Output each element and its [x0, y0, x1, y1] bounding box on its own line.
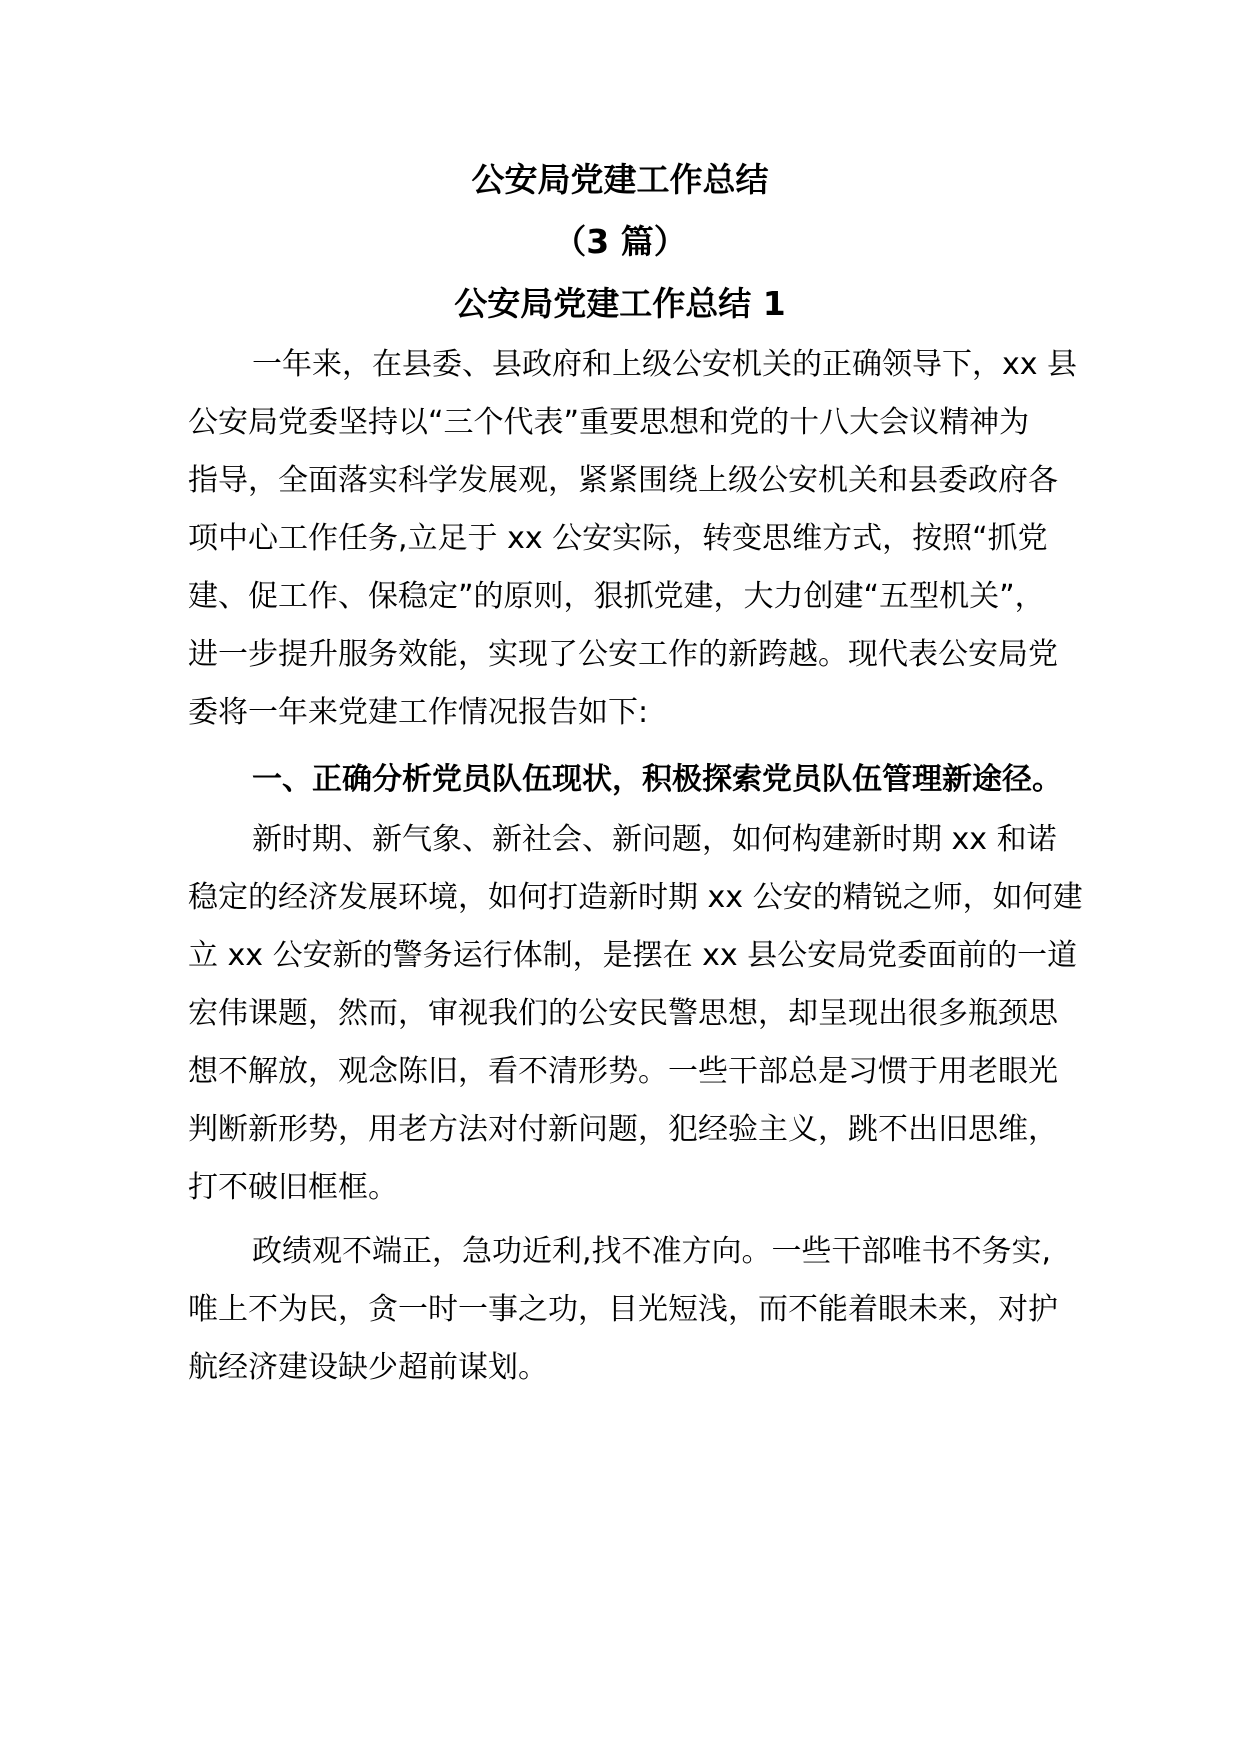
paragraph-3-line-3: 航经济建设缺少超前谋划。 [188, 1350, 548, 1385]
paragraph-1-line-4: 项中心工作任务,立足于 xx 公安实际，转变思维方式，按照“抓党 [188, 521, 1048, 556]
document-subtitle: （3 篇） [553, 222, 687, 261]
paragraph-1-line-1: 一年来，在县委、县政府和上级公安机关的正确领导下，xx 县 [252, 347, 1078, 382]
paragraph-2-line-5: 想不解放，观念陈旧，看不清形势。一些干部总是习惯于用老眼光 [188, 1054, 1058, 1089]
paragraph-2-line-6: 判断新形势，用老方法对付新问题，犯经验主义，跳不出旧思维， [188, 1112, 1058, 1147]
paragraph-2-line-1: 新时期、新气象、新社会、新问题，如何构建新时期 xx 和诺 [252, 822, 1057, 857]
paragraph-2-line-3: 立 xx 公安新的警务运行体制，是摆在 xx 县公安局党委面前的一道 [188, 938, 1078, 973]
paragraph-3-line-2: 唯上不为民，贪一时一事之功，目光短浅，而不能着眼未来，对护 [188, 1292, 1058, 1327]
document-title: 公安局党建工作总结 [471, 160, 769, 199]
paragraph-1-line-2: 公安局党委坚持以“三个代表”重要思想和党的十八大会议精神为 [188, 405, 1030, 440]
paragraph-3-line-1: 政绩观不端正，急功近利,找不准方向。一些干部唯书不务实, [252, 1234, 1052, 1269]
paragraph-2-line-2: 稳定的经济发展环境，如何打造新时期 xx 公安的精锐之师，如何建 [188, 880, 1083, 915]
paragraph-2-line-7: 打不破旧框框。 [188, 1170, 398, 1205]
paragraph-2-line-4: 宏伟课题，然而，审视我们的公安民警思想，却呈现出很多瓶颈思 [188, 996, 1058, 1031]
article-title: 公安局党建工作总结 1 [454, 284, 786, 323]
paragraph-1-line-7: 委将一年来党建工作情况报告如下: [188, 695, 649, 730]
section-heading-1: 一、正确分析党员队伍现状，积极探索党员队伍管理新途径。 [252, 762, 1062, 797]
paragraph-1-line-5: 建、促工作、保稳定”的原则，狠抓党建，大力创建“五型机关”， [188, 579, 1045, 614]
paragraph-1-line-3: 指导，全面落实科学发展观，紧紧围绕上级公安机关和县委政府各 [188, 463, 1058, 498]
paragraph-1-line-6: 进一步提升服务效能，实现了公安工作的新跨越。现代表公安局党 [188, 637, 1058, 672]
